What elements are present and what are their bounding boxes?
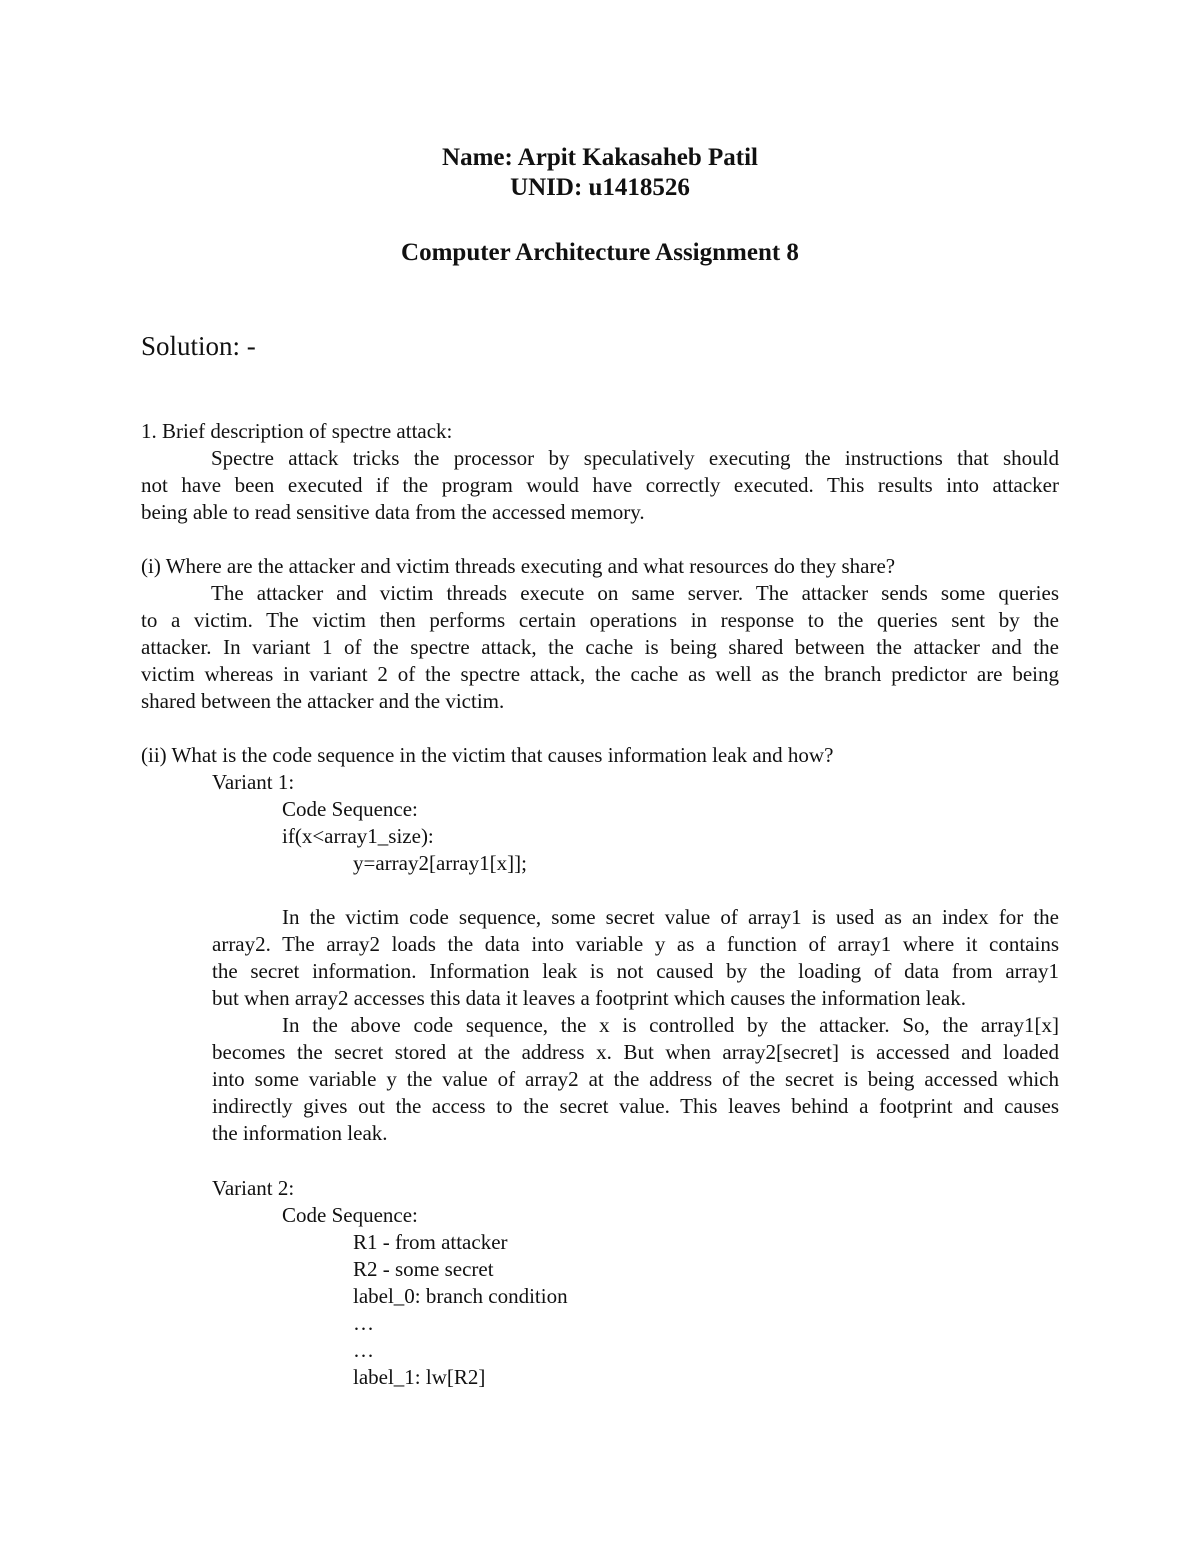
qi-answer-line: victim whereas in variant 2 of the spectre attack, the cache as well as the branch predictor are being (141, 662, 1059, 686)
variant1-line: the information leak. (212, 1121, 388, 1145)
solution-label: Solution: - (141, 331, 256, 361)
variant1-code-line: y=array2[array1[x]]; (353, 851, 527, 875)
variant1-explanation-2 (212, 1012, 1059, 1147)
qi-answer (141, 580, 1059, 715)
variant1-line: In the above code sequence, the x is controlled by the attacker. So, the array1[x] (282, 1013, 1059, 1037)
variant2-label: Variant 2: (212, 1176, 295, 1200)
qi-heading: (i) Where are the attacker and victim threads executing and what resources do they share? (141, 554, 896, 578)
student-name: Name: Arpit Kakasaheb Patil (442, 144, 758, 171)
variant1-label: Variant 1: (212, 770, 295, 794)
variant1-line: array2. The array2 loads the data into variable y as a function of array1 where it contains (212, 932, 1059, 956)
variant1-code-line: if(x<array1_size): (282, 824, 434, 848)
variant1-line: becomes the secret stored at the address x. But when array2[secret] is accessed and loaded (212, 1040, 1059, 1064)
variant1-line: In the victim code sequence, some secret value of array1 is used as an index for the (282, 905, 1059, 929)
variant1-code-label: Code Sequence: (282, 797, 418, 821)
qi-answer-line: The attacker and victim threads execute on same server. The attacker sends some queries (211, 581, 1059, 605)
variant1-line: the secret information. Information leak is not caused by the loading of data from array1 (212, 959, 1059, 983)
variant2-code-line: label_0: branch condition (353, 1284, 568, 1308)
q1-answer (141, 445, 1059, 526)
variant2-code-label: Code Sequence: (282, 1203, 418, 1227)
q1-answer-line: not have been executed if the program would have correctly executed. This results into attacker (141, 473, 1059, 497)
qii-heading: (ii) What is the code sequence in the victim that causes information leak and how? (141, 743, 834, 767)
variant2-code-line: label_1: lw[R2] (353, 1365, 486, 1389)
variant2-code-line: … (353, 1311, 374, 1335)
q1-answer-line: being able to read sensitive data from the accessed memory. (141, 500, 645, 524)
q1-heading: 1. Brief description of spectre attack: (141, 419, 453, 443)
variant1-line: but when array2 accesses this data it leaves a footprint which causes the information leak. (212, 986, 966, 1010)
student-unid: UNID: u1418526 (510, 174, 690, 201)
q1-answer-line: Spectre attack tricks the processor by speculatively executing the instructions that should (211, 446, 1059, 470)
qi-answer-line: attacker. In variant 1 of the spectre attack, the cache is being shared between the attacker and the (141, 635, 1059, 659)
variant1-explanation-1 (212, 904, 1059, 1012)
qi-answer-line: shared between the attacker and the victim. (141, 689, 505, 713)
variant2-code-line: … (353, 1338, 374, 1362)
variant2-code-line: R1 - from attacker (353, 1230, 508, 1254)
variant1-line: indirectly gives out the access to the secret value. This leaves behind a footprint and causes (212, 1094, 1059, 1118)
variant2-code-line: R2 - some secret (353, 1257, 494, 1281)
qi-answer-line: to a victim. The victim then performs certain operations in response to the queries sent by the (141, 608, 1059, 632)
assignment-title: Computer Architecture Assignment 8 (401, 239, 799, 266)
variant1-line: into some variable y the value of array2 at the address of the secret is being accessed which (212, 1067, 1059, 1091)
